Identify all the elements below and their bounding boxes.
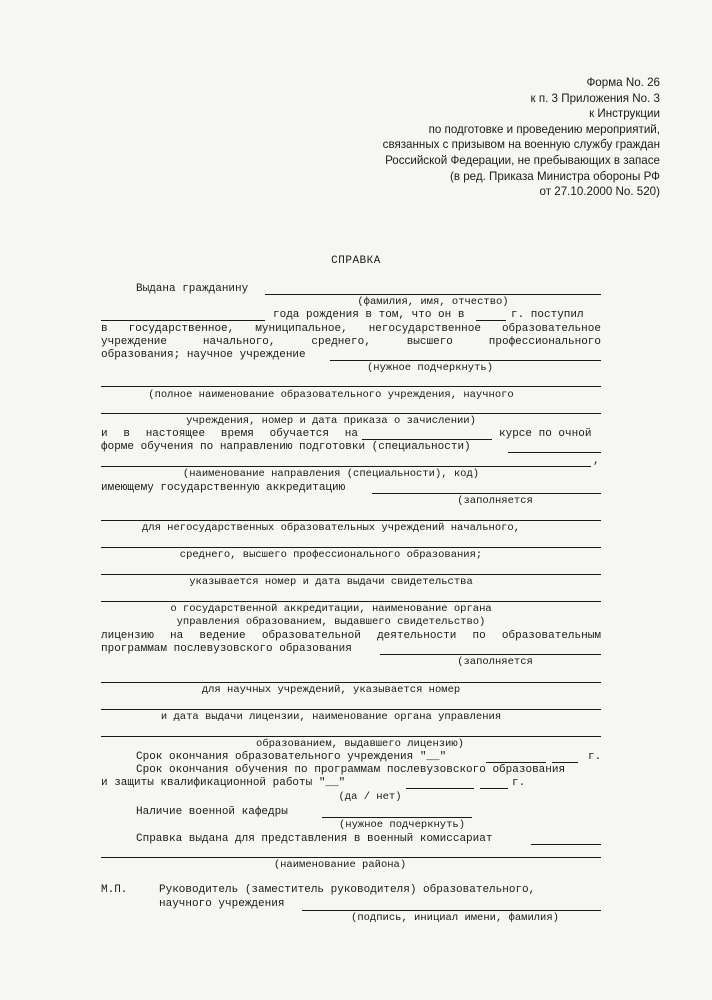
word: лицензию [101,630,154,642]
year-abbr: г. [588,751,602,763]
header-line: от 27.10.2000 No. 520) [539,185,660,199]
word: время [220,428,254,440]
accreditation-text: имеющему государственную аккредитацию [101,482,346,494]
word: негосударственное [368,323,481,335]
birth-year-text: года рождения в том, что он в [273,309,465,321]
district-line [101,857,601,858]
year-abbr: г. [512,777,526,789]
direction-line [508,452,601,453]
header-line: (в ред. Приказа Министра обороны РФ [449,169,660,183]
hint-license: и дата выдачи лицензии, наименование органа управления [160,711,502,723]
term-post-text: Срок окончания обучения по программам послевузовского образования [136,764,566,776]
word: образовательной [261,630,361,642]
study-line [101,428,358,441]
military-dept-text: Наличие военной кафедры [136,806,288,818]
hint-fill: (заполняется [457,495,533,507]
word: профессионального [488,336,601,348]
word: по [472,630,486,642]
term-end-year-line [552,762,578,763]
header-line: связанных с призывом на военную службу граждан [382,138,660,152]
admission-year-line [476,320,506,321]
license-line2 [101,682,601,683]
institution-levels-line [101,336,601,349]
word: в [101,323,108,335]
word: на [170,630,184,642]
signature-line [302,910,601,911]
word: обучается [269,428,330,440]
word: деятельности [377,630,457,642]
direction-line2 [101,466,591,467]
commissariat-text: Справка выдана для представления в военный комиссариат [136,833,493,845]
comma: , [593,455,600,467]
hint-cert: указывается номер и дата выдачи свидетельства [189,576,473,588]
hint-order: учреждения, номер и дата приказа о зачислении) [186,415,476,427]
hint-org-license: образованием, выдавшего лицензию) [256,738,464,750]
term-post-month-line [406,788,474,789]
word: в [123,428,130,440]
hint-fill2: (заполняется [457,656,533,668]
license-line-field [380,654,601,655]
word: среднего, [311,336,371,348]
term-post-text2: и защиты квалификационной работы "__" [101,777,346,789]
hint-accr-organ: о государственной аккредитации, наименование органа [170,603,492,615]
hint-underline: (нужное подчеркнуть) [338,819,466,831]
accreditation-line5 [101,601,601,602]
accreditation-line [372,493,601,494]
term-end-text: Срок окончания образовательного учреждения "__" [136,751,447,763]
word: муниципальное, [255,323,348,335]
study-direction-text: форме обучения по направлению подготовки (специальности) [101,441,471,453]
word: настоящее [145,428,206,440]
stamp-place: М.П. [101,884,128,896]
word: образовательным [501,630,601,642]
header-line: по подготовке и проведению мероприятий, [428,122,660,136]
term-post-year-line [480,788,508,789]
license-line3 [101,709,601,710]
word: государственное, [128,323,235,335]
head-text: Руководитель (заместитель руководителя) образовательного, [159,884,536,896]
birth-year-line [101,320,265,321]
hint-nongov: для негосударственных образовательных учреждений начального, [141,522,521,534]
word: на [344,428,358,440]
accreditation-line4 [101,574,601,575]
institution-name-line2 [101,413,601,414]
head-text2: научного учреждения [159,898,285,910]
commissariat-line [531,844,601,845]
term-end-month-line [486,762,546,763]
issued-to-label: Выдана гражданину [136,283,249,295]
word: начального, [202,336,276,348]
word: учреждение [101,336,168,348]
word: ведение [199,630,246,642]
hint-fio: (фамилия, имя, отчество) [357,296,509,308]
accreditation-line3 [101,547,601,548]
institution-types-line [101,323,601,336]
military-dept-line [322,817,472,818]
document-title: СПРАВКА [331,255,381,267]
header-line: Российской Федерации, не пребывающих в запасе [385,153,660,167]
hint-yesno: (да / нет) [338,791,402,803]
hint-direction: (наименование направления (специальности), код) [182,468,480,480]
word: и [101,428,108,440]
hint-sci: для научных учреждений, указывается номер [201,684,461,696]
word: образовательное [501,323,601,335]
sci-inst-line [330,360,601,361]
word: высшего [406,336,453,348]
hint-full-name: (полное наименование образовательного учреждения, научного [148,389,514,401]
course-line [362,439,492,440]
hint-accr-organ2: управления образованием, выдавшего свидетельство) [176,616,486,628]
license-line4 [101,736,601,737]
header-line: Форма No. 26 [586,76,660,89]
license-line [101,630,601,643]
hint-underline: (нужное подчеркнуть) [366,362,494,374]
sci-inst-text: образования; научное учреждение [101,349,306,361]
hint-district: (наименование района) [273,859,407,871]
hint-levels: среднего, высшего профессионального образования; [179,549,483,561]
header-line: к Инструкции [589,107,660,121]
fio-line [265,294,601,295]
hint-signature: (подпись, инициал имени, фамилия) [351,912,559,924]
institution-name-line [101,386,601,387]
header-line: к п. 3 Приложения No. 3 [530,91,660,105]
postgrad-text: программам послевузовского образования [101,643,352,655]
admitted-text: г. поступил [511,309,584,321]
accreditation-line2 [101,520,601,521]
form-header [330,75,660,200]
course-text: курсе по очной [499,428,592,440]
